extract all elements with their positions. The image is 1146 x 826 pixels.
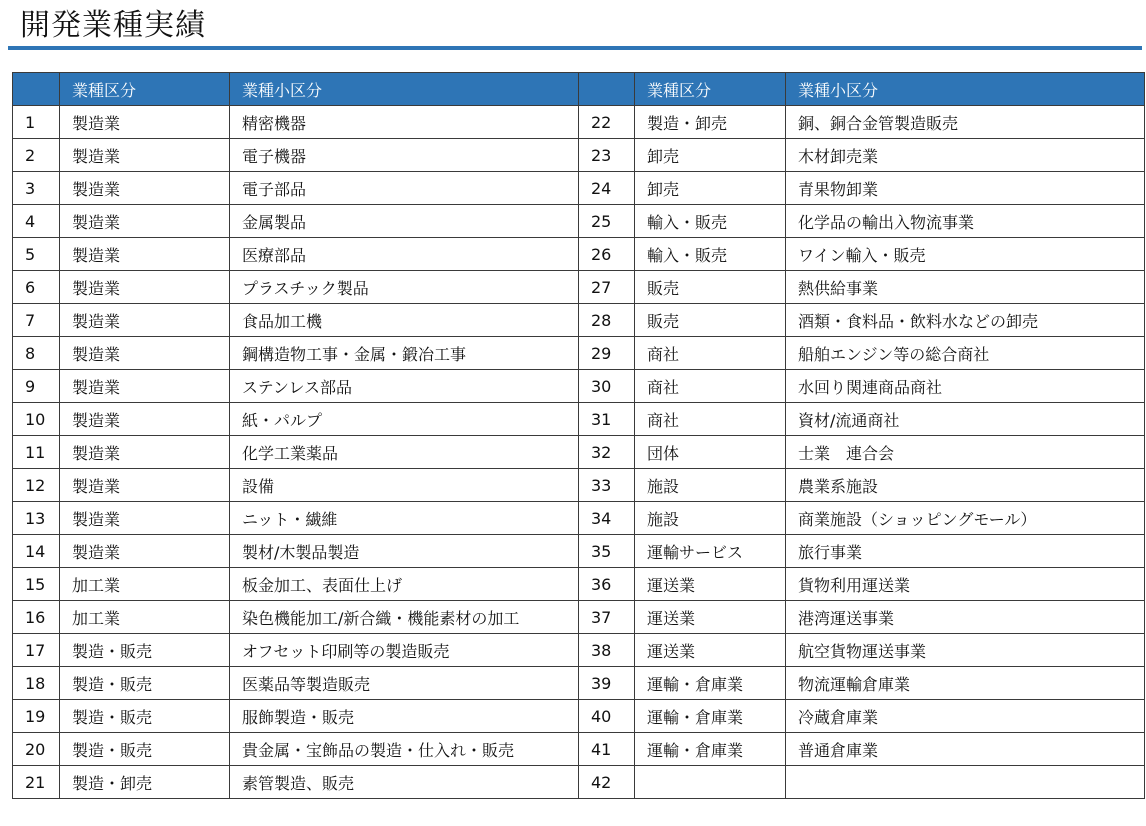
row-number-left-cell: 16 xyxy=(13,601,60,634)
row-number-left-cell: 20 xyxy=(13,733,60,766)
table-row xyxy=(13,667,1145,700)
table-body xyxy=(13,106,1145,799)
row-number-right-cell: 30 xyxy=(579,370,635,403)
category-left-cell: 製造業 xyxy=(60,271,230,304)
table-row xyxy=(13,370,1145,403)
category-left-cell: 製造・販売 xyxy=(60,700,230,733)
subcategory-right-cell: 酒類・食料品・飲料水などの卸売 xyxy=(786,304,1145,337)
category-left-cell: 製造業 xyxy=(60,172,230,205)
subcategory-left-cell: プラスチック製品 xyxy=(230,271,579,304)
table-row xyxy=(13,139,1145,172)
category-right-cell: 卸売 xyxy=(635,172,786,205)
subcategory-right-cell: 物流運輸倉庫業 xyxy=(786,667,1145,700)
category-left-cell: 製造業 xyxy=(60,370,230,403)
table-row xyxy=(13,337,1145,370)
category-left-cell: 加工業 xyxy=(60,568,230,601)
subcategory-left-cell: 精密機器 xyxy=(230,106,579,139)
subcategory-left-cell: 製材/木製品製造 xyxy=(230,535,579,568)
table-row xyxy=(13,436,1145,469)
category-right-cell: 運送業 xyxy=(635,601,786,634)
subcategory-left-cell: ニット・繊維 xyxy=(230,502,579,535)
category-right-cell: 輸入・販売 xyxy=(635,238,786,271)
header-subcategory-right: 業種小区分 xyxy=(786,73,1145,106)
subcategory-right-cell: 水回り関連商品商社 xyxy=(786,370,1145,403)
subcategory-left-cell: 素管製造、販売 xyxy=(230,766,579,799)
category-left-cell: 製造業 xyxy=(60,502,230,535)
subcategory-right-cell: 航空貨物運送事業 xyxy=(786,634,1145,667)
table-row xyxy=(13,469,1145,502)
subcategory-right-cell: 青果物卸業 xyxy=(786,172,1145,205)
row-number-right-cell: 35 xyxy=(579,535,635,568)
subcategory-left-cell: 電子部品 xyxy=(230,172,579,205)
subcategory-right-cell: 冷蔵倉庫業 xyxy=(786,700,1145,733)
table-row xyxy=(13,601,1145,634)
row-number-left-cell: 11 xyxy=(13,436,60,469)
title-underline xyxy=(8,46,1142,50)
row-number-right-cell: 24 xyxy=(579,172,635,205)
subcategory-right-cell: 熱供給事業 xyxy=(786,271,1145,304)
row-number-right-cell: 42 xyxy=(579,766,635,799)
category-left-cell: 製造・販売 xyxy=(60,733,230,766)
category-right-cell: 運輸・倉庫業 xyxy=(635,667,786,700)
subcategory-right-cell: 木材卸売業 xyxy=(786,139,1145,172)
subcategory-left-cell: 板金加工、表面仕上げ xyxy=(230,568,579,601)
table-row xyxy=(13,172,1145,205)
category-left-cell: 製造業 xyxy=(60,535,230,568)
category-left-cell: 製造業 xyxy=(60,337,230,370)
category-left-cell: 製造業 xyxy=(60,139,230,172)
subcategory-right-cell: 資材/流通商社 xyxy=(786,403,1145,436)
category-left-cell: 製造業 xyxy=(60,469,230,502)
row-number-right-cell: 23 xyxy=(579,139,635,172)
row-number-right-cell: 37 xyxy=(579,601,635,634)
subcategory-left-cell: 紙・パルプ xyxy=(230,403,579,436)
category-right-cell: 販売 xyxy=(635,304,786,337)
table-row xyxy=(13,238,1145,271)
table-row xyxy=(13,568,1145,601)
header-number-left xyxy=(13,73,60,106)
row-number-left-cell: 21 xyxy=(13,766,60,799)
row-number-left-cell: 6 xyxy=(13,271,60,304)
subcategory-left-cell: 染色機能加工/新合織・機能素材の加工 xyxy=(230,601,579,634)
row-number-right-cell: 25 xyxy=(579,205,635,238)
row-number-right-cell: 41 xyxy=(579,733,635,766)
subcategory-left-cell: 電子機器 xyxy=(230,139,579,172)
category-right-cell: 団体 xyxy=(635,436,786,469)
table-row xyxy=(13,733,1145,766)
category-right-cell: 運輸サービス xyxy=(635,535,786,568)
subcategory-right-cell: 商業施設（ショッピングモール） xyxy=(786,502,1145,535)
table-row xyxy=(13,304,1145,337)
table-row xyxy=(13,766,1145,799)
industry-table xyxy=(12,72,1145,799)
table-row xyxy=(13,271,1145,304)
category-left-cell: 製造業 xyxy=(60,205,230,238)
row-number-left-cell: 18 xyxy=(13,667,60,700)
header-category-left: 業種区分 xyxy=(60,73,230,106)
row-number-left-cell: 1 xyxy=(13,106,60,139)
subcategory-left-cell: 医薬品等製造販売 xyxy=(230,667,579,700)
subcategory-left-cell: 化学工業薬品 xyxy=(230,436,579,469)
category-right-cell: 施設 xyxy=(635,502,786,535)
row-number-left-cell: 7 xyxy=(13,304,60,337)
category-left-cell: 製造業 xyxy=(60,238,230,271)
row-number-left-cell: 10 xyxy=(13,403,60,436)
category-right-cell: 商社 xyxy=(635,370,786,403)
subcategory-right-cell: 貨物利用運送業 xyxy=(786,568,1145,601)
row-number-right-cell: 40 xyxy=(579,700,635,733)
subcategory-left-cell: 服飾製造・販売 xyxy=(230,700,579,733)
header-category-right: 業種区分 xyxy=(635,73,786,106)
table-row xyxy=(13,205,1145,238)
row-number-right-cell: 32 xyxy=(579,436,635,469)
subcategory-right-cell: 化学品の輸出入物流事業 xyxy=(786,205,1145,238)
subcategory-right-cell: ワイン輸入・販売 xyxy=(786,238,1145,271)
row-number-right-cell: 29 xyxy=(579,337,635,370)
row-number-left-cell: 2 xyxy=(13,139,60,172)
subcategory-left-cell: 医療部品 xyxy=(230,238,579,271)
table-header xyxy=(13,73,1145,106)
header-row xyxy=(13,73,1145,106)
category-right-cell: 運輸・倉庫業 xyxy=(635,733,786,766)
row-number-left-cell: 5 xyxy=(13,238,60,271)
subcategory-right-cell: 士業 連合会 xyxy=(786,436,1145,469)
row-number-right-cell: 33 xyxy=(579,469,635,502)
category-left-cell: 製造業 xyxy=(60,403,230,436)
subcategory-left-cell: オフセット印刷等の製造販売 xyxy=(230,634,579,667)
table-row xyxy=(13,106,1145,139)
category-left-cell: 製造・販売 xyxy=(60,634,230,667)
row-number-left-cell: 14 xyxy=(13,535,60,568)
header-number-right xyxy=(579,73,635,106)
row-number-left-cell: 12 xyxy=(13,469,60,502)
category-right-cell: 施設 xyxy=(635,469,786,502)
category-right-cell: 商社 xyxy=(635,403,786,436)
row-number-left-cell: 15 xyxy=(13,568,60,601)
row-number-left-cell: 9 xyxy=(13,370,60,403)
subcategory-right-cell: 船舶エンジン等の総合商社 xyxy=(786,337,1145,370)
category-right-cell: 輸入・販売 xyxy=(635,205,786,238)
table-row xyxy=(13,502,1145,535)
subcategory-left-cell: 鋼構造物工事・金属・鍛冶工事 xyxy=(230,337,579,370)
category-right-cell: 運送業 xyxy=(635,634,786,667)
category-left-cell: 製造業 xyxy=(60,436,230,469)
category-left-cell: 製造業 xyxy=(60,106,230,139)
subcategory-right-cell xyxy=(786,766,1145,799)
category-left-cell: 製造業 xyxy=(60,304,230,337)
row-number-right-cell: 28 xyxy=(579,304,635,337)
table-row xyxy=(13,700,1145,733)
subcategory-right-cell: 銅、銅合金管製造販売 xyxy=(786,106,1145,139)
table-row xyxy=(13,535,1145,568)
subcategory-right-cell: 旅行事業 xyxy=(786,535,1145,568)
subcategory-left-cell: 金属製品 xyxy=(230,205,579,238)
subcategory-right-cell: 農業系施設 xyxy=(786,469,1145,502)
subcategory-left-cell: 食品加工機 xyxy=(230,304,579,337)
table-row xyxy=(13,634,1145,667)
page-title: 開発業種実績 xyxy=(20,8,206,43)
row-number-left-cell: 4 xyxy=(13,205,60,238)
category-left-cell: 加工業 xyxy=(60,601,230,634)
category-right-cell: 販売 xyxy=(635,271,786,304)
category-right-cell: 運送業 xyxy=(635,568,786,601)
category-right-cell: 製造・卸売 xyxy=(635,106,786,139)
row-number-left-cell: 13 xyxy=(13,502,60,535)
category-right-cell: 運輸・倉庫業 xyxy=(635,700,786,733)
category-right-cell: 商社 xyxy=(635,337,786,370)
row-number-right-cell: 31 xyxy=(579,403,635,436)
category-left-cell: 製造・卸売 xyxy=(60,766,230,799)
row-number-left-cell: 8 xyxy=(13,337,60,370)
subcategory-left-cell: 貴金属・宝飾品の製造・仕入れ・販売 xyxy=(230,733,579,766)
row-number-right-cell: 39 xyxy=(579,667,635,700)
category-left-cell: 製造・販売 xyxy=(60,667,230,700)
row-number-right-cell: 22 xyxy=(579,106,635,139)
row-number-left-cell: 19 xyxy=(13,700,60,733)
subcategory-left-cell: ステンレス部品 xyxy=(230,370,579,403)
table-row xyxy=(13,403,1145,436)
row-number-right-cell: 38 xyxy=(579,634,635,667)
subcategory-right-cell: 普通倉庫業 xyxy=(786,733,1145,766)
category-right-cell xyxy=(635,766,786,799)
subcategory-left-cell: 設備 xyxy=(230,469,579,502)
row-number-left-cell: 3 xyxy=(13,172,60,205)
row-number-right-cell: 36 xyxy=(579,568,635,601)
row-number-right-cell: 34 xyxy=(579,502,635,535)
row-number-right-cell: 26 xyxy=(579,238,635,271)
row-number-right-cell: 27 xyxy=(579,271,635,304)
row-number-left-cell: 17 xyxy=(13,634,60,667)
header-subcategory-left: 業種小区分 xyxy=(230,73,579,106)
subcategory-right-cell: 港湾運送事業 xyxy=(786,601,1145,634)
category-right-cell: 卸売 xyxy=(635,139,786,172)
